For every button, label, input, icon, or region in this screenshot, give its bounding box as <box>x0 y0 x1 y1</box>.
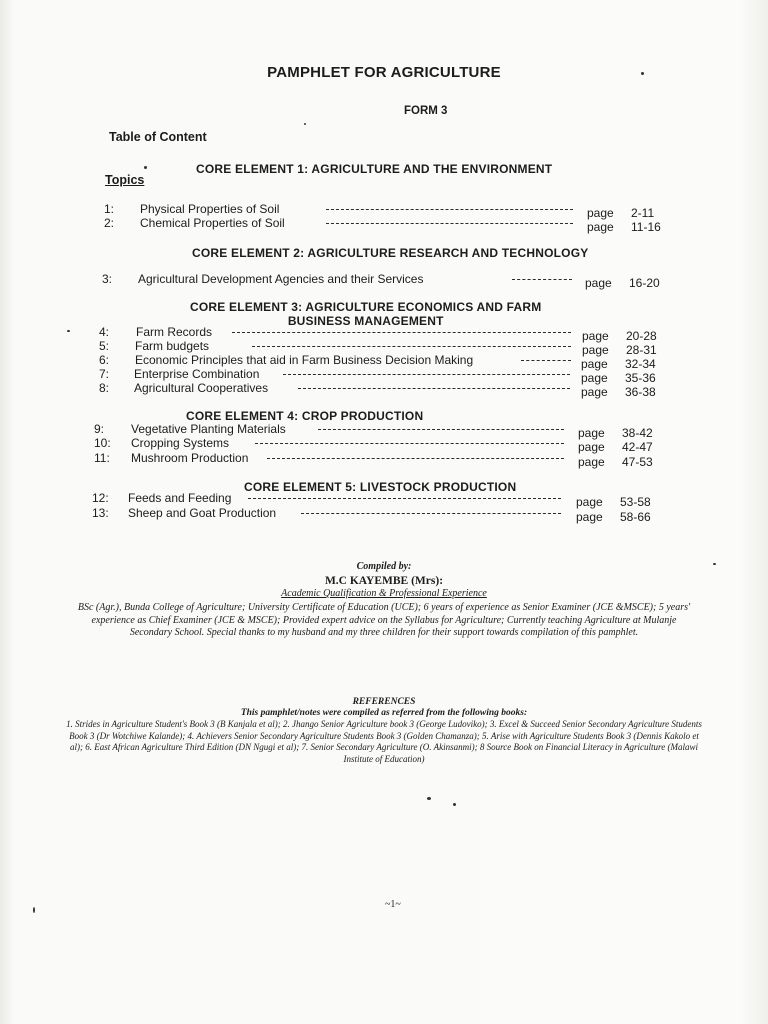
topic-title: Vegetative Planting Materials <box>131 422 286 436</box>
dot-leader <box>318 429 564 430</box>
core-element-3-title: CORE ELEMENT 3: AGRICULTURE ECONOMICS AND FARM <box>190 300 542 314</box>
page-word: page <box>581 357 608 371</box>
topic-title: Farm budgets <box>135 339 210 353</box>
topic-number: 12: <box>92 491 109 505</box>
topic-number: 10: <box>94 436 111 450</box>
topic-number: 9: <box>94 422 105 436</box>
page-range: 42-47 <box>622 440 653 454</box>
dot-leader <box>326 223 573 224</box>
page-range: 28-31 <box>626 343 657 357</box>
author-bio: BSc (Agr.), Bunda College of Agriculture; University Certificate of Education (UCE); 6 years of experience as Senior Examiner (JCE &MSCE); 5 years' experience as Chief Examiner (JCE & MSCE); Provided expert advice on the Syllabus for Agriculture; Currently teaching Agriculture at Mulanje Secondary School. Special thanks to my husband and my three children for their support towards compilation of this pamphlet. <box>77 602 691 638</box>
topic-number: 1: <box>104 202 115 216</box>
scan-speck <box>453 803 456 806</box>
topic-title: Agricultural Cooperatives <box>134 381 269 395</box>
page-range: 58-66 <box>620 510 651 524</box>
page-word: page <box>582 329 609 343</box>
topic-number: 11: <box>94 451 110 465</box>
scan-speck <box>713 563 716 565</box>
page-word: page <box>581 385 608 399</box>
scan-speck <box>427 797 431 800</box>
references-heading: REFERENCES <box>352 697 416 707</box>
topics-label: Topics <box>105 173 145 187</box>
page-range: 16-20 <box>629 276 660 290</box>
page-range: 2-11 <box>631 206 655 220</box>
scan-speck <box>33 907 35 913</box>
core-element-5-title: CORE ELEMENT 5: LIVESTOCK PRODUCTION <box>244 480 517 494</box>
page-word: page <box>582 343 609 357</box>
dot-leader <box>512 279 572 280</box>
toc-row <box>0 506 700 524</box>
scan-speck <box>144 166 147 169</box>
dot-leader <box>248 498 561 499</box>
topic-title: Enterprise Combination <box>134 367 260 381</box>
page-word: page <box>578 426 605 440</box>
topic-title: Physical Properties of Soil <box>140 202 280 216</box>
topic-number: 7: <box>99 367 110 381</box>
dot-leader <box>232 332 571 333</box>
compiled-by-section <box>0 561 768 640</box>
scan-speck <box>641 72 644 75</box>
core-element-2-heading <box>192 246 588 260</box>
dot-leader <box>301 513 561 514</box>
scan-speck <box>304 123 306 125</box>
page-range: 38-42 <box>622 426 653 440</box>
topic-number: 13: <box>92 506 109 520</box>
toc-row <box>0 325 700 343</box>
topic-title: Farm Records <box>136 325 213 339</box>
page-range: 32-34 <box>625 357 656 371</box>
page-word: page <box>578 455 605 469</box>
document-title: PAMPHLET FOR AGRICULTURE <box>267 64 501 81</box>
core-element-1-title: CORE ELEMENT 1: AGRICULTURE AND THE ENVIRONMENT <box>196 162 553 176</box>
topic-number: 6: <box>99 353 110 367</box>
dot-leader <box>521 360 571 361</box>
toc-row <box>0 216 700 234</box>
page-word: page <box>585 276 612 290</box>
topic-title: Cropping Systems <box>131 436 230 450</box>
topic-number: 5: <box>99 339 110 353</box>
dot-leader <box>283 374 570 375</box>
toc-row <box>0 353 700 371</box>
topic-number: 2: <box>104 216 115 230</box>
core-element-2-title: CORE ELEMENT 2: AGRICULTURE RESEARCH AND TECHNOLOGY <box>192 246 589 260</box>
toc-row <box>0 436 700 454</box>
topic-number: 3: <box>102 272 113 286</box>
form-label: FORM 3 <box>404 105 448 117</box>
references-intro: This pamphlet/notes were compiled as referred from the following books: <box>240 708 528 718</box>
dot-leader <box>255 443 564 444</box>
topic-number: 8: <box>99 381 110 395</box>
page-range: 47-53 <box>622 455 653 469</box>
topic-title: Chemical Properties of Soil <box>140 216 285 230</box>
page-word: page <box>578 440 605 454</box>
toc-row <box>0 367 700 385</box>
page-range: 36-38 <box>625 385 656 399</box>
core-element-3-heading <box>190 300 541 328</box>
page-word: page <box>576 495 603 509</box>
dot-leader <box>298 388 570 389</box>
page-word: page <box>587 206 614 220</box>
toc-row <box>0 202 700 220</box>
page-range: 35-36 <box>625 371 656 385</box>
topic-title: Economic Principles that aid in Farm Business Decision Making <box>135 353 474 367</box>
toc-row <box>0 339 700 357</box>
scan-speck <box>67 330 70 332</box>
topic-number: 4: <box>99 325 110 339</box>
core-element-1-heading <box>196 162 552 176</box>
core-element-4-title: CORE ELEMENT 4: CROP PRODUCTION <box>186 409 424 423</box>
toc-row <box>0 381 700 399</box>
references-section <box>0 697 768 765</box>
toc-row <box>0 422 700 440</box>
page-range: 53-58 <box>620 495 651 509</box>
toc-row <box>0 491 700 509</box>
topic-title: Mushroom Production <box>131 451 249 465</box>
topic-title: Agricultural Development Agencies and their Services <box>138 272 424 286</box>
page-word: page <box>576 510 603 524</box>
page-range: 11-16 <box>631 220 661 234</box>
core-element-4-heading <box>186 409 423 423</box>
toc-row <box>0 451 700 469</box>
page-range: 20-28 <box>626 329 657 343</box>
page-word: page <box>587 220 614 234</box>
toc-row <box>0 272 700 290</box>
dot-leader <box>326 209 573 210</box>
page-number: ~1~ <box>385 899 401 910</box>
page-word: page <box>581 371 608 385</box>
compiled-by-label: Compiled by: <box>356 561 412 572</box>
qualification-heading: Academic Qualification & Professional Experience <box>281 588 487 599</box>
references-list: 1. Strides in Agriculture Student's Book 3 (B Kanjala et al); 2. Jhango Senior Agriculture book 3 (George Ludoviko); 3. Excel & Succeed Senior Secondary Agriculture Students Book 3 (Dr Wotchiwe Kalande); 4. Achievers Senior Secondary Agriculture Students Book 3 (Golden Chamanza); 5. Arise with Agriculture Students Book 3 (Dennis Kakolo et al); 6. East African Agriculture Third Edition (DN Ngugi et al); 7. Senior Secondary Agriculture (O. Akinsanmi); 8 Source Book on Financial Literacy in Agriculture (Malawi Institute of Education) <box>66 719 702 764</box>
topic-title: Feeds and Feeding <box>128 491 232 505</box>
dot-leader <box>267 458 564 459</box>
core-element-3-subtitle: BUSINESS MANAGEMENT <box>287 314 444 328</box>
topic-title: Sheep and Goat Production <box>128 506 277 520</box>
table-of-content-label: Table of Content <box>109 130 207 144</box>
dot-leader <box>252 346 571 347</box>
author-name: M.C KAYEMBE (Mrs): <box>324 575 444 587</box>
